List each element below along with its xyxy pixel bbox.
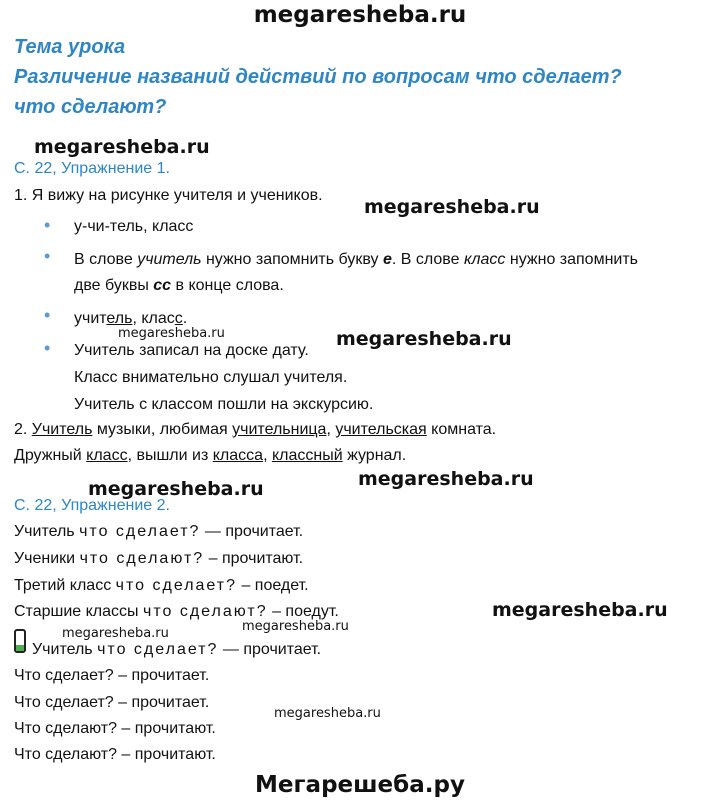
text: Старшие классы bbox=[14, 603, 143, 620]
bullet2-line1 bbox=[74, 251, 638, 269]
text: 2. bbox=[14, 421, 32, 438]
text: . bbox=[182, 310, 188, 327]
exercise2-line bbox=[14, 577, 309, 595]
word-uchitel: учитель bbox=[137, 251, 202, 268]
question: что сделают? bbox=[79, 550, 205, 567]
text: — прочитает. bbox=[200, 523, 304, 540]
question: что сделает? bbox=[115, 577, 238, 594]
letter-e: е bbox=[382, 251, 392, 268]
text: – прочитают. bbox=[204, 550, 304, 567]
text: , bbox=[326, 421, 336, 438]
bullet-icon: • bbox=[44, 338, 51, 358]
battery-fill bbox=[16, 645, 24, 651]
letters-ss: сс bbox=[153, 277, 172, 294]
bullet1-text: у-чи-тель, класс bbox=[74, 218, 194, 235]
underlined: класс bbox=[86, 447, 128, 464]
watermark: megaresheba.ru bbox=[492, 599, 668, 621]
bullet4-line1: Учитель записал на доске дату. bbox=[74, 342, 309, 359]
watermark: megaresheba.ru bbox=[358, 468, 534, 490]
text: В слове bbox=[74, 251, 138, 268]
watermark: megaresheba.ru bbox=[336, 328, 512, 350]
underlined: с bbox=[174, 310, 183, 327]
answer-line: Что сделают? – прочитают. bbox=[14, 746, 216, 763]
text: нужно запомнить букву bbox=[201, 251, 383, 268]
text: в конце слова. bbox=[171, 277, 284, 294]
underlined: Учитель bbox=[31, 421, 93, 438]
text: Дружный bbox=[14, 447, 87, 464]
text: – поедет. bbox=[237, 577, 309, 594]
text: , bbox=[263, 447, 272, 464]
watermark-small: megaresheba.ru bbox=[118, 326, 225, 341]
text: музыки, любимая bbox=[92, 421, 233, 438]
exercise2-line bbox=[14, 550, 303, 568]
exercise1-heading: С. 22, Упражнение 1. bbox=[14, 160, 170, 177]
underlined: учительская bbox=[335, 421, 427, 438]
watermark: megaresheba.ru bbox=[34, 136, 210, 158]
bullet4-line3: Учитель с классом пошли на экскурсию. bbox=[74, 396, 374, 413]
text: . В слове bbox=[391, 251, 464, 268]
watermark-top: megaresheba.ru bbox=[253, 2, 467, 28]
text: , вышли из bbox=[127, 447, 213, 464]
exercise1-item2b bbox=[14, 447, 406, 465]
text: две буквы bbox=[74, 277, 154, 294]
exercise2-line bbox=[14, 523, 303, 541]
watermark: megaresheba.ru bbox=[364, 196, 540, 218]
battery-icon bbox=[14, 629, 26, 653]
bullet-icon: • bbox=[44, 246, 51, 266]
text: комната. bbox=[426, 421, 497, 438]
answer-line: Что сделают? – прочитают. bbox=[14, 720, 216, 737]
exercise1-item1: 1. Я вижу на рисунке учителя и учеников. bbox=[14, 187, 323, 204]
topic-title-line2: что сделают? bbox=[14, 96, 167, 118]
answer-line: Что сделает? – прочитает. bbox=[14, 667, 210, 684]
underlined: класса bbox=[212, 447, 264, 464]
answer-line: Что сделает? – прочитает. bbox=[14, 694, 210, 711]
watermark-small: megaresheba.ru bbox=[62, 626, 169, 641]
question: что сделает? bbox=[97, 641, 219, 658]
word-klass: класс bbox=[463, 251, 506, 268]
watermark-small: megaresheba.ru bbox=[242, 619, 349, 634]
text: Учитель bbox=[32, 641, 98, 658]
footer-watermark: Мегарешеба.ру bbox=[255, 772, 465, 798]
watermark: megaresheba.ru bbox=[88, 478, 264, 500]
text: нужно запомнить bbox=[505, 251, 639, 268]
topic-title-line1: Различение названий действий по вопросам что сделает? bbox=[14, 66, 622, 88]
exercise2-line bbox=[32, 641, 321, 659]
bullet-icon: • bbox=[44, 305, 51, 325]
text: журнал. bbox=[342, 447, 407, 464]
text: — прочитает. bbox=[218, 641, 322, 658]
bullet2-line2 bbox=[74, 277, 284, 295]
question: что сделают? bbox=[142, 603, 268, 620]
underlined: учительница bbox=[232, 421, 327, 438]
topic-label: Тема урока bbox=[14, 36, 126, 58]
text: Учитель bbox=[14, 523, 80, 540]
text: Ученики bbox=[14, 550, 80, 567]
text: – поедут. bbox=[267, 603, 339, 620]
watermark-small: megaresheba.ru bbox=[274, 706, 381, 721]
exercise2-heading: С. 22, Упражнение 2. bbox=[14, 497, 170, 514]
question: что сделает? bbox=[79, 523, 201, 540]
underlined: ель bbox=[106, 310, 133, 327]
text: учит bbox=[74, 310, 107, 327]
bullet-icon: • bbox=[44, 215, 51, 235]
exercise1-item2 bbox=[14, 421, 496, 439]
bullet4-line2: Класс внимательно слушал учителя. bbox=[74, 369, 348, 386]
text: , клас bbox=[132, 310, 175, 327]
text: Третий класс bbox=[14, 577, 116, 594]
underlined: классный bbox=[271, 447, 343, 464]
